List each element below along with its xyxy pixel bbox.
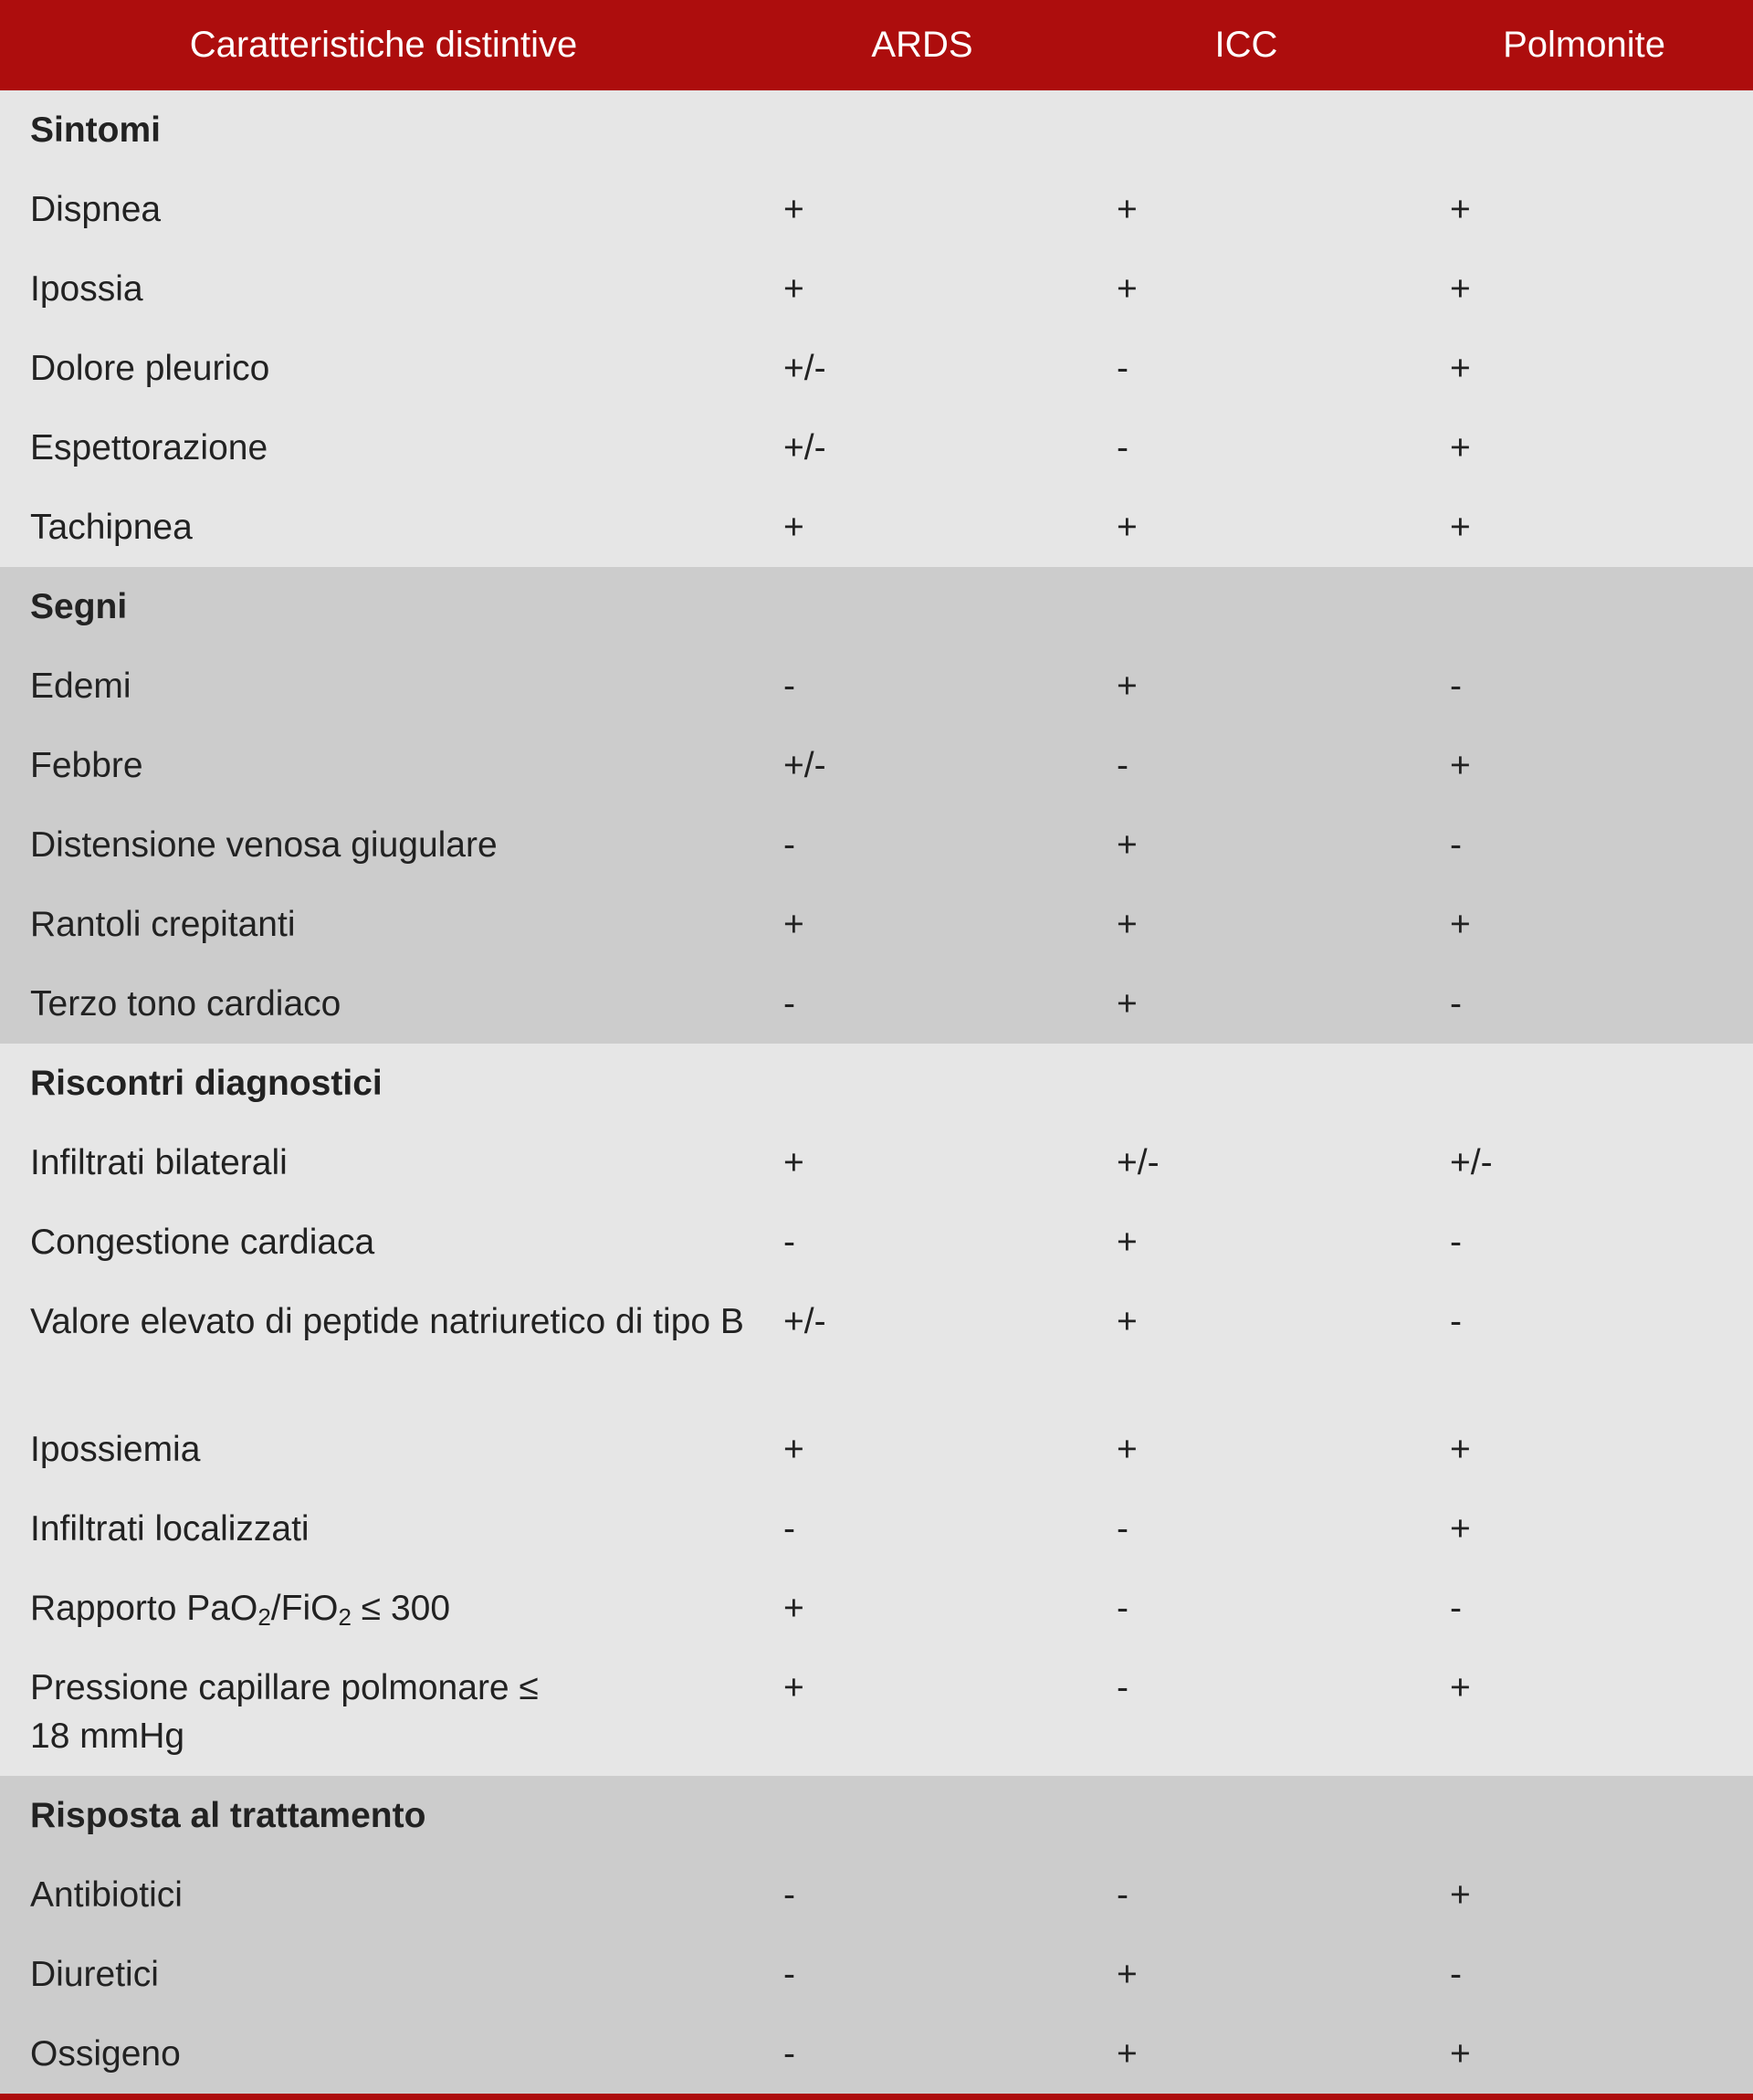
- cell-ards: +: [783, 1430, 804, 1469]
- table-row: [0, 885, 1753, 964]
- cell-polmonite: -: [1450, 1955, 1462, 1994]
- section-title-label: Riscontri diagnostici: [30, 1064, 383, 1103]
- table-row: [0, 1855, 1753, 1935]
- cell-icc: +: [1117, 905, 1138, 944]
- cell-polmonite: +: [1450, 1509, 1471, 1549]
- cell-icc: -: [1117, 1875, 1128, 1915]
- section-title-label: Risposta al trattamento: [30, 1796, 426, 1835]
- cell-ards: +: [783, 1668, 804, 1707]
- row-label: Ossigeno: [30, 2034, 181, 2074]
- table-row: [0, 1282, 1753, 1410]
- cell-ards: -: [783, 1509, 795, 1549]
- cell-polmonite: -: [1450, 825, 1462, 865]
- cell-polmonite: -: [1450, 1223, 1462, 1262]
- ratio-prefix: Rapporto PaO: [30, 1589, 258, 1628]
- table-row: [0, 1935, 1753, 2014]
- row-label: Dispnea: [30, 190, 162, 229]
- row-label: Congestione cardiaca: [30, 1223, 375, 1262]
- row-label: Rantoli crepitanti: [30, 905, 296, 944]
- cell-icc: +: [1117, 825, 1138, 865]
- cell-icc: +: [1117, 1223, 1138, 1262]
- header-feature: Caratteristiche distintive: [189, 25, 578, 65]
- table-row: [0, 805, 1753, 885]
- section-title-label: Segni: [30, 587, 128, 626]
- cell-icc: +: [1117, 269, 1138, 309]
- cell-icc: +: [1117, 2034, 1138, 2074]
- cell-ards: +/-: [783, 428, 826, 467]
- section-title: [0, 1776, 1753, 1855]
- section-title: [0, 567, 1753, 646]
- cell-polmonite: -: [1450, 667, 1462, 706]
- cell-icc: +: [1117, 1955, 1138, 1994]
- cell-polmonite: +: [1450, 269, 1471, 309]
- row-label: Edemi: [30, 667, 131, 706]
- cell-polmonite: +: [1450, 905, 1471, 944]
- cell-polmonite: +: [1450, 1430, 1471, 1469]
- cell-ards: +: [783, 1143, 804, 1182]
- header-ards: ARDS: [871, 25, 973, 65]
- table-row: [0, 726, 1753, 805]
- cell-polmonite: +: [1450, 190, 1471, 229]
- header-polmonite: Polmonite: [1503, 25, 1665, 65]
- cell-icc: -: [1117, 746, 1128, 785]
- cell-ards: +/-: [783, 349, 826, 388]
- cell-ards: +/-: [783, 746, 826, 785]
- table-row: [0, 170, 1753, 249]
- row-label: Infiltrati bilaterali: [30, 1143, 288, 1182]
- cell-icc: +: [1117, 984, 1138, 1024]
- section-title-label: Sintomi: [30, 110, 161, 150]
- cell-ards: -: [783, 1875, 795, 1915]
- cell-polmonite: -: [1450, 1589, 1462, 1628]
- cell-ards: +: [783, 905, 804, 944]
- cell-icc: -: [1117, 1509, 1128, 1549]
- row-label-ratio: [0, 1584, 783, 1633]
- cell-ards: -: [783, 667, 795, 706]
- cell-polmonite: +/-: [1450, 1143, 1493, 1182]
- row-label: Distensione venosa giugulare: [30, 825, 498, 865]
- ratio-mid: /FiO: [270, 1589, 339, 1628]
- ratio-sub-1: 2: [257, 1603, 271, 1631]
- row-label: Terzo tono cardiaco: [30, 984, 341, 1024]
- ratio-sub-2: 2: [338, 1603, 352, 1631]
- cell-icc: +: [1117, 667, 1138, 706]
- row-label: Tachipnea: [30, 508, 193, 547]
- cell-polmonite: -: [1450, 1302, 1462, 1341]
- cell-icc: +/-: [1117, 1143, 1160, 1182]
- cell-polmonite: +: [1450, 349, 1471, 388]
- cell-icc: -: [1117, 1589, 1128, 1628]
- cell-ards: +/-: [783, 1302, 826, 1341]
- cell-icc: +: [1117, 508, 1138, 547]
- table-row: [0, 964, 1753, 1044]
- row-label: Diuretici: [30, 1955, 159, 1994]
- cell-ards: +: [783, 1589, 804, 1628]
- cell-polmonite: +: [1450, 1668, 1471, 1707]
- cell-polmonite: +: [1450, 508, 1471, 547]
- ratio-suffix: ≤ 300: [351, 1589, 451, 1628]
- table-row: [0, 329, 1753, 408]
- row-label: Infiltrati localizzati: [30, 1509, 310, 1549]
- cell-polmonite: -: [1450, 984, 1462, 1024]
- cell-polmonite: +: [1450, 2034, 1471, 2074]
- table-row: [0, 1123, 1753, 1202]
- table-row: [0, 1489, 1753, 1569]
- section-title: [0, 1044, 1753, 1123]
- row-label: Dolore pleurico: [30, 349, 270, 388]
- row-label: Ipossiemia: [30, 1430, 201, 1469]
- cell-polmonite: +: [1450, 746, 1471, 785]
- table-row: [0, 1648, 1753, 1776]
- cell-ards: +: [783, 508, 804, 547]
- cell-polmonite: +: [1450, 1875, 1471, 1915]
- cell-ards: -: [783, 825, 795, 865]
- table-row: [0, 249, 1753, 329]
- section-title: [0, 90, 1753, 170]
- section-risposta: [0, 1776, 1753, 2094]
- cell-ards: +: [783, 269, 804, 309]
- cell-icc: +: [1117, 1430, 1138, 1469]
- cell-ards: -: [783, 2034, 795, 2074]
- section-segni: [0, 567, 1753, 1044]
- table-row: [0, 1410, 1753, 1489]
- cell-polmonite: +: [1450, 428, 1471, 467]
- cell-icc: -: [1117, 428, 1128, 467]
- cell-icc: +: [1117, 1302, 1138, 1341]
- row-label: Valore elevato di peptide natriuretico di tipo B: [30, 1302, 744, 1341]
- row-label: Pressione capillare polmonare ≤ 18 mmHg: [30, 1668, 539, 1756]
- cell-ards: -: [783, 984, 795, 1024]
- table-row: [0, 1202, 1753, 1282]
- table-row: [0, 488, 1753, 567]
- table-header: [0, 0, 1753, 90]
- cell-icc: +: [1117, 190, 1138, 229]
- section-riscontri: [0, 1044, 1753, 1776]
- table-row: [0, 646, 1753, 726]
- cell-icc: -: [1117, 1668, 1128, 1707]
- row-label: Espettorazione: [30, 428, 268, 467]
- row-label: Antibiotici: [30, 1875, 183, 1915]
- cell-ards: +: [783, 190, 804, 229]
- table-row: [0, 408, 1753, 488]
- cell-ards: -: [783, 1955, 795, 1994]
- table-row: [0, 2014, 1753, 2094]
- cell-icc: -: [1117, 349, 1128, 388]
- row-label: Febbre: [30, 746, 143, 785]
- row-label: Ipossia: [30, 269, 143, 309]
- section-sintomi: [0, 90, 1753, 567]
- table-row: [0, 1569, 1753, 1648]
- cell-ards: -: [783, 1223, 795, 1262]
- header-icc: ICC: [1214, 25, 1278, 65]
